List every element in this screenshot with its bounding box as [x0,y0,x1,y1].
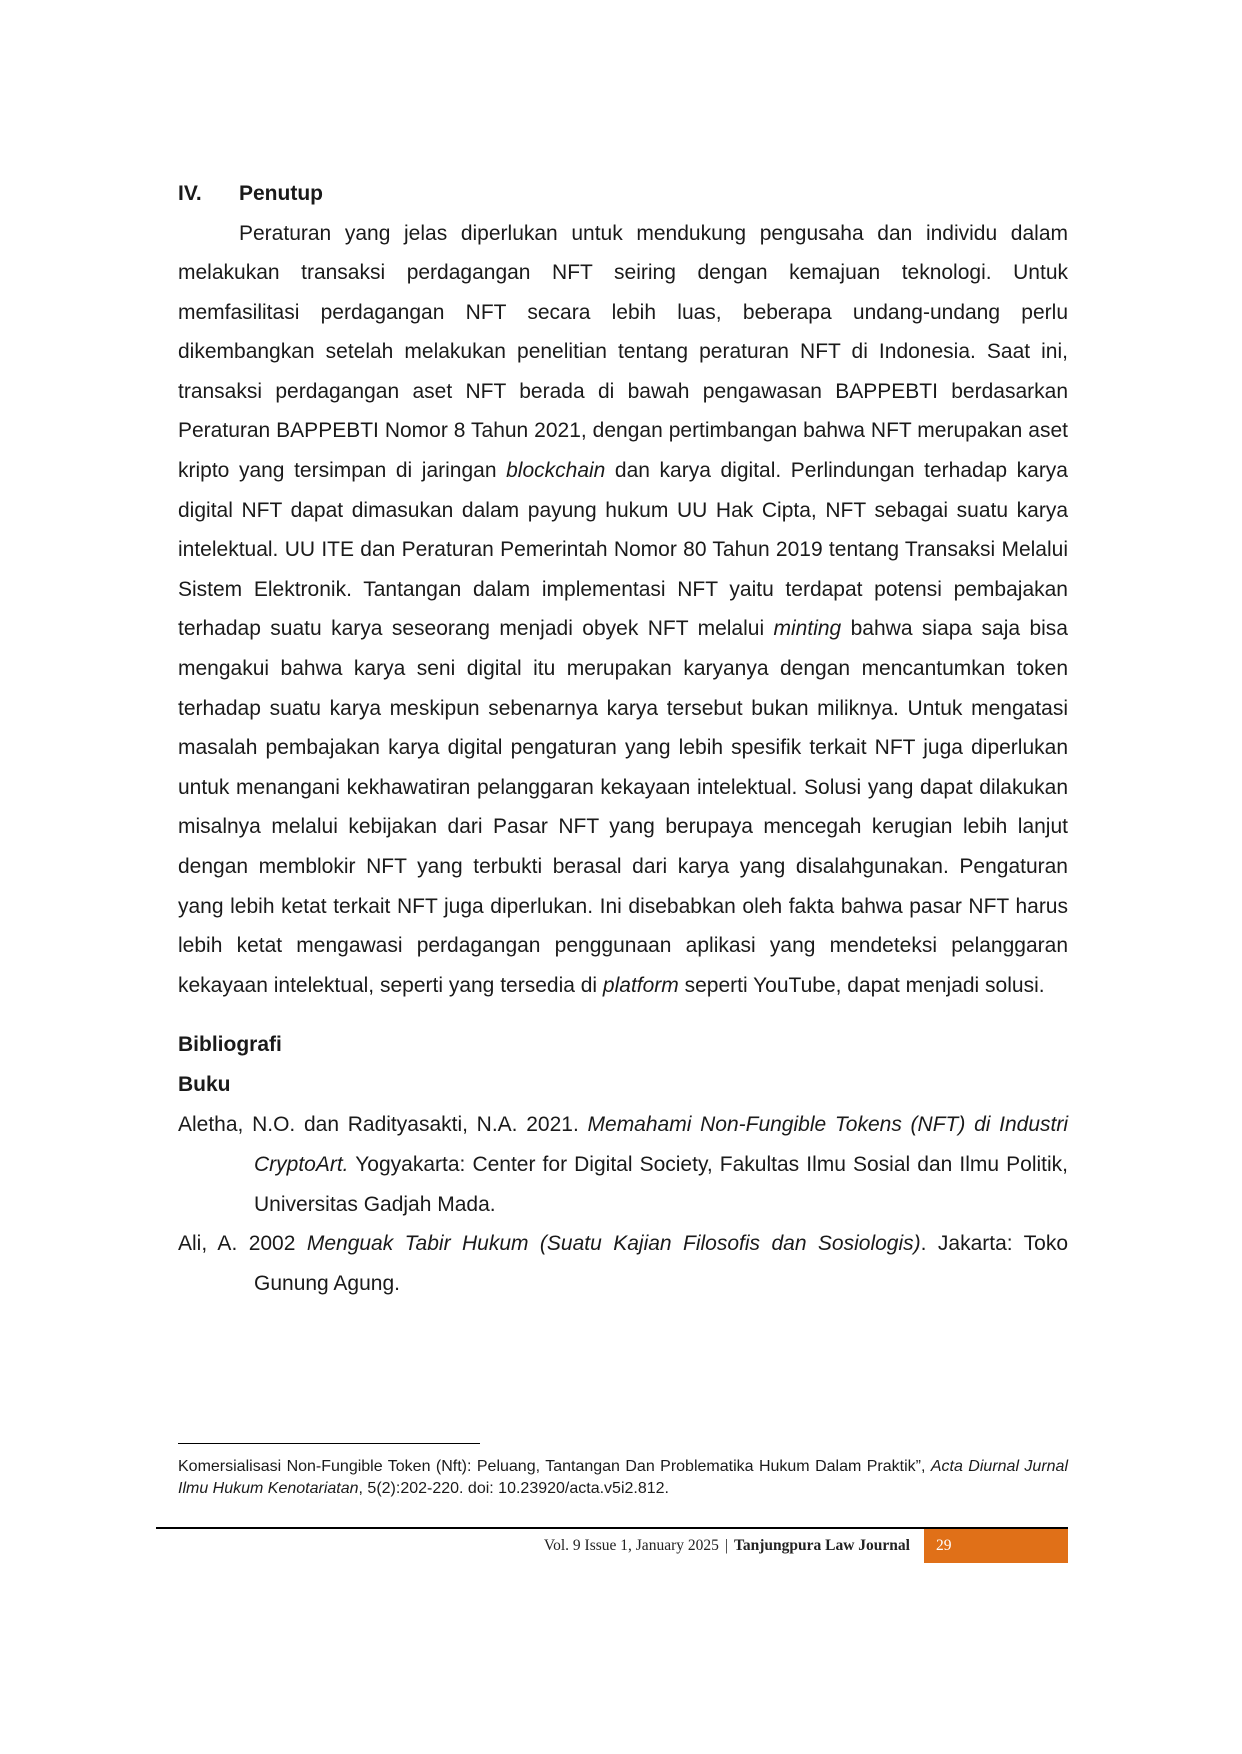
page-number-badge [924,1529,1068,1563]
paragraph-text-2: dan karya digital. Perlindungan terhadap karya digital NFT dapat dimasukan dalam payung hukum UU Hak Cipta, NFT sebagai suatu karya intelektual. UU ITE dan Peraturan Pemerintah Nomor 80 Tahun 2019 tentang Transaksi Melalui Sistem Elektronik. Tantangan dalam implementasi NFT yaitu terdapat potensi pembajakan terhadap suatu karya seseorang menjadi obyek NFT melalui [178,459,1068,641]
bibliography-subheading: Buku [178,1073,231,1097]
reference-author: Ali, A. 2002 [178,1232,307,1256]
paragraph-italic-1: blockchain [506,459,606,483]
paragraph-text-4: seperti YouTube, dapat menjadi solusi. [678,973,1045,997]
body-paragraph [178,214,1068,1006]
reference-publisher: Yogyakarta: Center for Digital Society, Fakultas Ilmu Sosial dan Ilmu Politik, Universitas Gadjah Mada. [254,1152,1068,1216]
reference-title: Menguak Tabir Hukum (Suatu Kajian Filosofis dan Sosiologis) [306,1232,921,1256]
main-content [178,174,1068,1303]
reference-author: Aletha, N.O. dan Radityasakti, N.A. 2021. [178,1113,588,1137]
page-number: 29 [936,1537,952,1554]
bibliography-heading: Bibliografi [178,1033,282,1057]
reference-title: Memahami Non-Fungible Tokens (NFT) di Industri CryptoArt. [254,1113,1069,1176]
footnote-journal: Acta Diurnal Jurnal Ilmu Hukum Kenotariatan [178,1458,1069,1497]
footer-volume: Vol. 9 Issue 1, January 2025 [543,1537,719,1554]
footnote-text: Komersialisasi Non-Fungible Token (Nft): Peluang, Tantangan Dan Problematika Hukum Dalam Praktik”, [178,1458,931,1475]
section-number: IV. [178,182,202,205]
footnote-divider [178,1443,480,1444]
paragraph-text-3: bahwa siapa saja bisa mengakui bahwa karya seni digital itu merupakan karyanya dengan mencantumkan token terhadap suatu karya meskipun sebenarnya karya tersebut bukan miliknya. Untuk mengatasi masalah pembajakan karya digital pengaturan yang lebih spesifik terkait NFT juga diperlukan untuk menangani kekhawatiran pelanggaran kekayaan intelektual. Solusi yang dapat dilakukan misalnya melalui kebijakan dari Pasar NFT yang berupaya mencegah kerugian lebih lanjut dengan memblokir NFT yang terbukti berasal dari karya yang disalahgunakan. Pengaturan yang lebih ketat terkait NFT juga diperlukan. Ini disebabkan oleh fakta bahwa pasar NFT harus lebih ketat mengawasi perdagangan penggunaan aplikasi yang mendeteksi pelanggaran kekayaan intelektual, seperti yang tersedia di [178,617,1068,997]
paragraph-italic-3: platform [602,973,679,997]
page-footer [544,1529,1068,1563]
reference-publisher: . Jakarta: Toko Gunung Agung. [254,1232,1068,1295]
section-title: Penutup [239,182,323,205]
footnote [178,1456,1068,1500]
paragraph-italic-2: minting [773,617,842,641]
footnote-citation: , 5(2):202-220. doi: 10.23920/acta.v5i2.812. [358,1480,669,1497]
section-heading [178,174,1068,214]
reference-entry [178,1224,1068,1303]
footer-journal-name: Tanjungpura Law Journal [733,1537,910,1554]
reference-entry [178,1105,1068,1224]
paragraph-text-1: Peraturan yang jelas diperlukan untuk mendukung pengusaha dan individu dalam melakukan transaksi perdagangan NFT seiring dengan kemajuan teknologi. Untuk memfasilitasi perdagangan NFT secara lebih luas, beberapa undang-undang perlu dikembangkan setelah melakukan penelitian tentang peraturan NFT di Indonesia. Saat ini, transaksi perdagangan aset NFT berada di bawah pengawasan BAPPEBTI berdasarkan Peraturan BAPPEBTI Nomor 8 Tahun 2021, dengan pertimbangan bahwa NFT merupakan aset kripto yang tersimpan di jaringan [178,221,1068,483]
footer-separator: | [724,1537,728,1554]
